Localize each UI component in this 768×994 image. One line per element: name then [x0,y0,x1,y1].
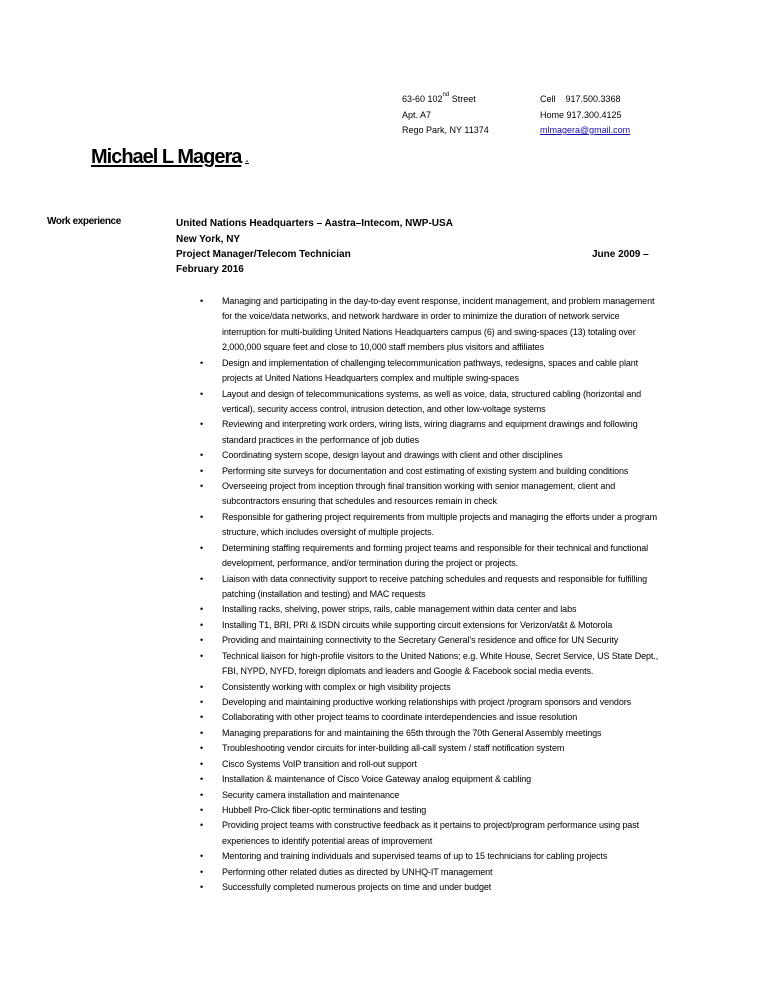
duty-list-item [0,741,662,756]
duty-list-item [0,865,662,880]
duty-text: Design and implementation of challenging telecommunication pathways, redesigns, spaces and cable plant projects at United Nations Headquarters complex and multiple swing-spaces [222,357,639,384]
bullet-icon: • [200,851,204,862]
duty-text: Consistently working with complex or high visibility projects [222,681,451,692]
duty-list-item [0,849,662,864]
duty-list-item [0,788,662,803]
job-dates-start: June 2009 – [592,249,649,260]
bullet-icon: • [200,789,204,800]
duties-list [0,294,768,895]
bullet-icon: • [200,635,204,646]
duty-list-item [0,602,662,617]
duty-list-item [0,649,662,680]
duty-list-item [0,818,662,849]
job-location: New York, NY [176,234,241,245]
duty-text: Liaison with data connectivity support to receive patching schedules and requests and responsible for fulfilling patching (installation and testing) and MAC requests [222,573,648,600]
bullet-icon: • [200,619,204,630]
bullet-icon: • [200,727,204,738]
duty-list-item [0,618,662,633]
bullet-icon: • [200,681,204,692]
duty-list-item [0,356,662,387]
bullet-icon: • [200,804,204,815]
bullet-icon: • [200,357,204,368]
candidate-name: Michael L Magera [91,146,242,168]
duty-text: Successfully completed numerous projects on time and under budget [222,882,492,893]
bullet-icon: • [200,882,204,893]
address-apt: Apt. A7 [402,110,432,120]
duty-list-item [0,710,662,725]
duty-text: Managing preparations for and maintaining the 65th through the 70th General Assembly meetings [222,727,602,738]
duty-text: Troubleshooting vendor circuits for inter-building all-call system / staff notification system [222,743,565,754]
bullet-icon: • [200,650,204,661]
street-word: Street [449,94,476,104]
duty-list-item [0,880,662,895]
bullet-icon: • [200,542,204,553]
address-city: Rego Park, NY 11374 [402,125,489,135]
street-number: 63-60 102 [402,94,443,104]
duty-text: Installing T1, BRI, PRI & ISDN circuits while supporting circuit extensions for Verizon/at&t & Motorola [222,619,613,630]
address-street [402,92,476,107]
street-ordinal: nd [442,92,450,98]
bullet-icon: • [200,388,204,399]
bullet-icon: • [200,866,204,877]
duty-list-item [0,294,662,356]
job-title: Project Manager/Telecom Technician [176,249,351,260]
job-employer: United Nations Headquarters – Aastra–Intecom, NWP-USA [176,218,453,229]
duty-list-item [0,510,662,541]
duty-list-item [0,726,662,741]
email-link[interactable]: mlmagera@gmail.com [540,125,631,135]
duty-list-item [0,633,662,648]
job-dates-end: February 2016 [176,264,244,275]
duty-list-item [0,803,662,818]
duty-text: Security camera installation and maintenance [222,789,400,800]
duty-text: Overseeing project from inception through final transition working with senior management, client and subcontractors ensuring that schedules and resources remain in check [222,481,616,507]
duty-list-item [0,448,662,463]
duty-list-item [0,541,662,572]
duty-list-item [0,772,662,787]
duty-text: Collaborating with other project teams to coordinate interdependencies and issue resolution [222,712,578,723]
duty-text: Installation & maintenance of Cisco Voice Gateway analog equipment & cabling [222,774,532,785]
bullet-icon: • [200,481,204,492]
bullet-icon: • [200,696,204,707]
section-label-work-experience: Work experience [47,216,121,227]
bullet-icon: • [200,511,204,522]
duty-text: Providing project teams with constructive feedback as it pertains to project/program performance using past experiences to identify potential areas of improvement [222,820,640,846]
duty-list-item [0,572,662,603]
duty-text: Cisco Systems VoIP transition and roll-out support [222,758,417,769]
bullet-icon: • [200,712,204,723]
duty-text: Layout and design of telecommunications systems, as well as voice, data, structured cabling (horizontal and vertical), security access control, intrusion detection, and other low-voltage systems [222,388,642,414]
duty-list-item [0,695,662,710]
bullet-icon: • [200,465,204,476]
duty-text: Coordinating system scope, design layout and drawings with client and other disciplines [222,450,563,461]
duty-list-item [0,680,662,695]
bullet-icon: • [200,419,204,430]
duty-text: Mentoring and training individuals and supervised teams of up to 15 technicians for cabling projects [222,851,608,862]
duty-text: Responsible for gathering project requirements from multiple projects and managing the efforts under a program structure, which includes oversight of multiple projects. [222,511,658,538]
bullet-icon: • [200,774,204,785]
duty-text: Hubbell Pro-Click fiber-optic terminations and testing [222,804,427,815]
bullet-icon: • [200,758,204,769]
duty-text: Reviewing and interpreting work orders, wiring lists, wiring diagrams and equipment drawings and following standard practices in the performance of job duties [222,419,638,445]
bullet-icon: • [200,820,204,831]
duty-list-item [0,417,662,448]
bullet-icon: • [200,743,204,754]
phone-cell: Cell 917.500.3368 [540,94,621,104]
duty-list-item [0,387,662,418]
name-trailing-mark: . [245,149,249,165]
bullet-icon: • [200,296,204,306]
bullet-icon: • [200,604,204,615]
duty-text: Performing site surveys for documentation and cost estimating of existing system and building conditions [222,465,629,476]
duty-list-item [0,757,662,772]
duty-text: Determining staffing requirements and forming project teams and responsible for their technical and functional development, performance, and/or termination during the project or projects. [222,542,649,569]
duty-text: Developing and maintaining productive working relationships with project /program sponsors and vendors [222,696,632,707]
duty-text: Installing racks, shelving, power strips, rails, cable management within data center and labs [222,604,577,615]
duty-list-item [0,464,662,479]
duty-text: Providing and maintaining connectivity to the Secretary General’s residence and office for UN Security [222,635,619,646]
bullet-icon: • [200,450,204,461]
duty-text: Managing and participating in the day-to-day event response, incident management, and problem management for the voice/data networks, and network hardware in order to minimize the duration of network service interruption for multi-building United Nations Headquarters campus (6) and swing-spaces (13) totaling over 2,000,000 square feet and close to 10,000 staff members plus visitors and affiliates [222,296,655,353]
duty-text: Technical liaison for high-profile visitors to the United Nations; e.g. White House, Secret Service, US State Dept., FBI, NYPD, NYFD, foreign diplomats and leaders and Google & Facebook social media events. [222,650,659,677]
duty-list-item [0,479,662,510]
duty-text: Performing other related duties as directed by UNHQ-IT management [222,866,493,877]
bullet-icon: • [200,573,204,584]
phone-home: Home 917.300.4125 [540,110,622,120]
